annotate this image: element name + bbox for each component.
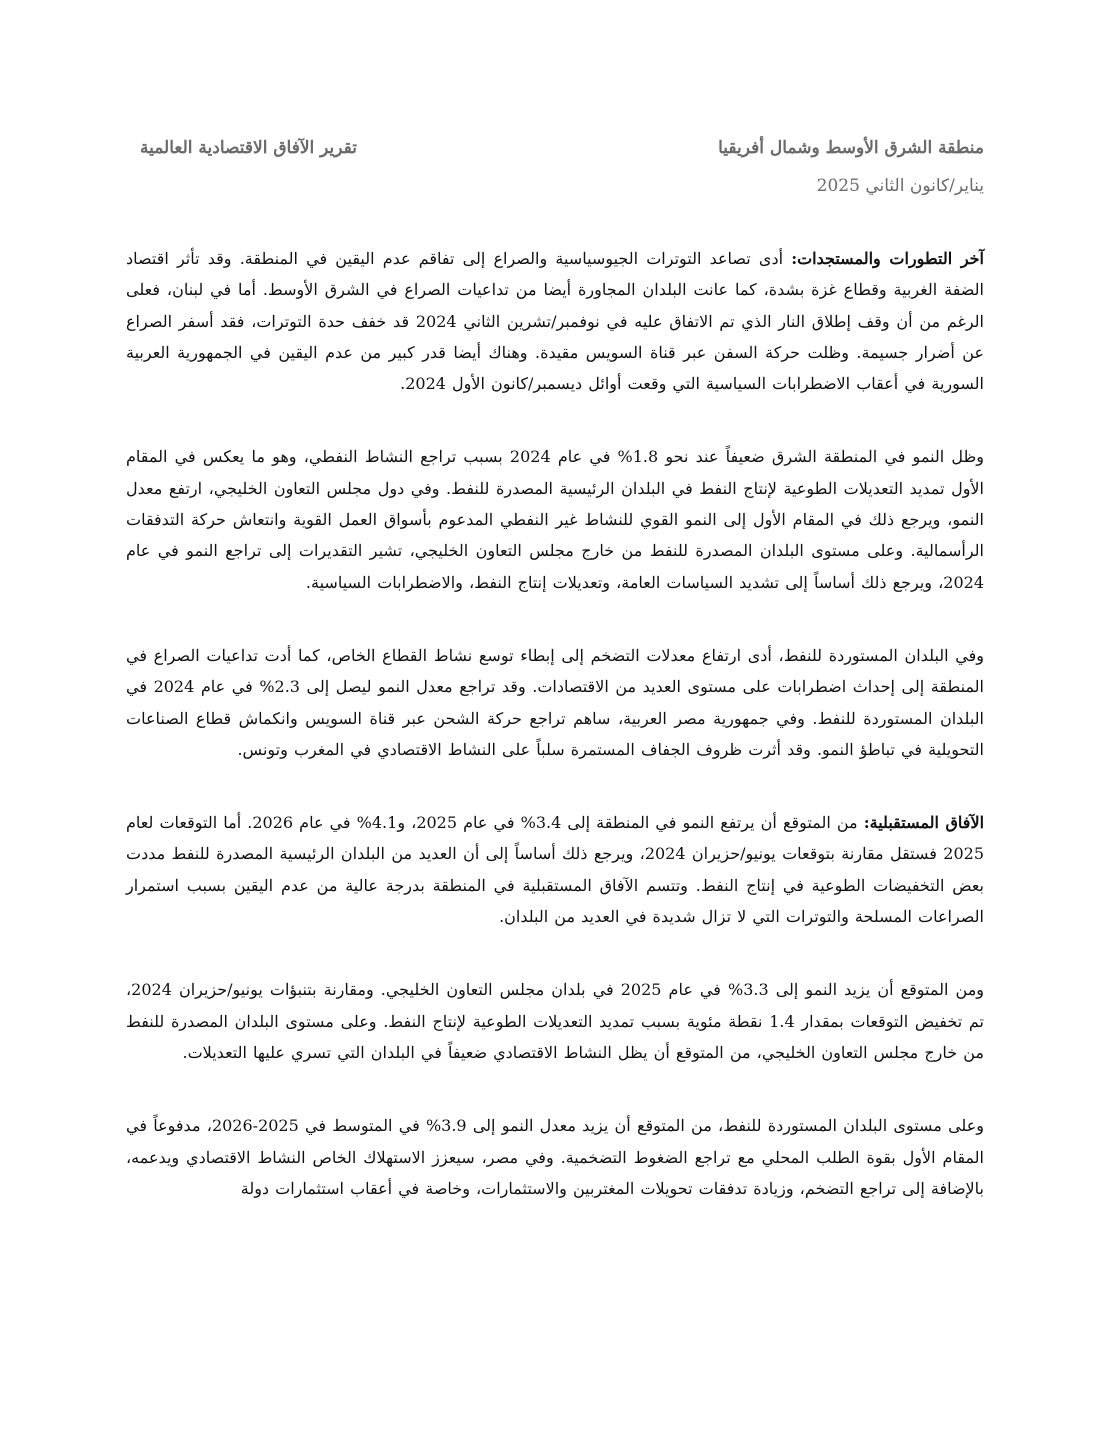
- paragraph-text: وظل النمو في المنطقة الشرق ضعيفاً عند نحو 1.8% في عام 2024 بسبب تراجع النشاط النفطي، وهو ما يعكس في المقام الأول تمديد التعديلات الطوعية لإنتاج النفط في البلدان الرئيسية المصدرة للنفط. وفي دول مجلس التعاون الخليجي، ارتفع معدل النمو، ويرجع ذلك في المقام الأول إلى النمو القوي للنشاط غير النفطي المدعوم بأسواق العمل القوية وانتعاش حركة التدفقات الرأسمالية. وعلى مستوى البلدان المصدرة للنفط من خارج مجلس التعاون الخليجي، تشير التقديرات إلى تراجع النمو في عام 2024، ويرجع ذلك أساساً إلى تشديد السياسات العامة، وتعديلات إنتاج النفط، والاضطرابات السياسية.: [126, 447, 985, 592]
- header-date: يناير/كانون الثاني 2025: [816, 176, 984, 196]
- paragraph-text: وعلى مستوى البلدان المستوردة للنفط، من المتوقع أن يزيد معدل النمو إلى 3.9% في المتوسط في 2025-2026، مدفوعاً في المقام الأول بقوة الطلب المحلي مع تراجع الضغوط التضخمية. وفي مصر، سيعزز الاستهلاك الخاص النشاط الاقتصادي ويدعمه، بالإضافة إلى تراجع التضخم، وزيادة تدفقات تحويلات المغتربين والاستثمارات، وخاصة في أعقاب استثمارات دولة: [126, 1116, 985, 1198]
- header-region: منطقة الشرق الأوسط وشمال أفريقيا: [718, 138, 984, 158]
- paragraph-lead: آخر التطورات والمستجدات:: [791, 249, 984, 268]
- paragraph-lead: الآفاق المستقبلية:: [863, 813, 985, 833]
- paragraph-text: من المتوقع أن يرتفع النمو في المنطقة إلى 3.4% في عام 2025، و4.1% في عام 2026. أما التوقعات لعام 2025 فستقل مقارنة بتوقعات يونيو/حزيران 2024، ويرجع ذلك أساساً إلى أن العديد من البلدان الرئيسية المصدرة للنفط مددت بعض التخفيضات الطوعية في إنتاج النفط. وتتسم الآفاق المستقبلية في المنطقة بدرجة عالية من عدم اليقين بسبب استمرار الصراعات المسلحة والتوترات التي لا تزال شديدة في العديد من البلدان.: [126, 813, 985, 927]
- document-body: [126, 243, 984, 1246]
- paragraph-oil-importers-outlook: [126, 1110, 984, 1204]
- header-report-title: تقرير الآفاق الاقتصادية العالمية: [139, 138, 357, 158]
- paragraph-oil-importers: [126, 640, 984, 765]
- paragraph-text: أدى تصاعد التوترات الجيوسياسية والصراع إلى تفاقم عدم اليقين في المنطقة. وقد تأثر اقتصاد الضفة الغربية وقطاع غزة بشدة، كما عانت البلدان المجاورة أيضا من تداعيات الصراع في الشرق الأوسط. أما في لبنان، فعلى الرغم من أن وقف إطلاق النار الذي تم الاتفاق عليه في نوفمبر/تشرين الثاني 2024 قد خفف حدة التوترات، فقد أسفر الصراع عن أضرار جسيمة. وظلت حركة السفن عبر قناة السويس مقيدة. وهناك أيضا قدر كبير من عدم اليقين في الجمهورية العربية السورية في أعقاب الاضطرابات السياسية التي وقعت أوائل ديسمبر/كانون الأول 2024.: [126, 249, 984, 394]
- paragraph-outlook: [126, 807, 984, 932]
- paragraph-recent-developments: [126, 243, 984, 399]
- paragraph-growth: [126, 441, 984, 597]
- paragraph-text: ومن المتوقع أن يزيد النمو إلى 3.3% في عام 2025 في بلدان مجلس التعاون الخليجي. ومقارنة بتنبؤات يونيو/حزيران 2024، تم تخفيض التوقعات بمقدار 1.4 نقطة مئوية بسبب تمديد التعديلات الطوعية لإنتاج النفط. وعلى مستوى البلدان المصدرة للنفط من خارج مجلس التعاون الخليجي، من المتوقع أن يظل النشاط الاقتصادي ضعيفاً في البلدان التي تسري عليها التعديلات.: [126, 980, 984, 1062]
- paragraph-text: وفي البلدان المستوردة للنفط، أدى ارتفاع معدلات التضخم إلى إبطاء توسع نشاط القطاع الخاص، كما أدت تداعيات الصراع في المنطقة إلى إحداث اضطرابات على مستوى العديد من الاقتصادات. وقد تراجع معدل النمو ليصل إلى 2.3% في عام 2024 في البلدان المستوردة للنفط. وفي جمهورية مصر العربية، ساهم تراجع حركة الشحن عبر قناة السويس وانكماش قطاع الصناعات التحويلية في تباطؤ النمو. وقد أثرت ظروف الجفاف المستمرة سلباً على النشاط الاقتصادي في المغرب وتونس.: [126, 645, 984, 759]
- paragraph-gcc: [126, 974, 984, 1068]
